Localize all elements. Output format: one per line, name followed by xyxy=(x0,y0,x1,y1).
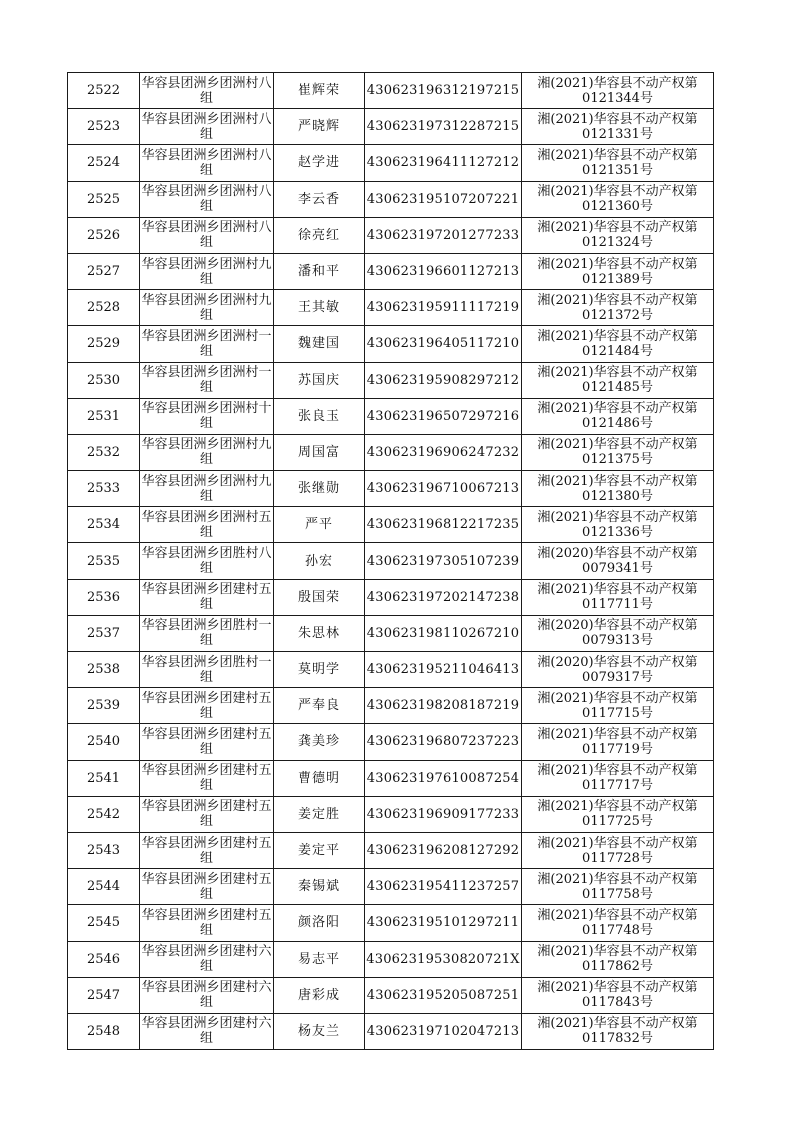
table-row xyxy=(68,73,714,109)
certificate-number xyxy=(522,290,714,326)
certificate-line-1: 湘(2021)华容县不动产权第 xyxy=(537,763,698,779)
certificate-number xyxy=(522,760,714,796)
address-cell: 华容县团洲乡团建村五组 xyxy=(140,832,274,868)
address-cell: 华容县团洲乡团洲村一组 xyxy=(140,326,274,362)
certificate-number xyxy=(522,869,714,905)
owner-name: 颜洛阳 xyxy=(274,905,365,941)
certificate-line-2: 0121380号 xyxy=(582,488,653,504)
certificate-line-1: 湘(2020)华容县不动产权第 xyxy=(537,618,698,634)
address-cell: 华容县团洲乡团胜村八组 xyxy=(140,543,274,579)
address-cell: 华容县团洲乡团建村五组 xyxy=(140,796,274,832)
owner-name: 莫明学 xyxy=(274,652,365,688)
id-number: 430623197201277233 xyxy=(365,217,522,253)
certificate-number xyxy=(522,217,714,253)
owner-name: 李云香 xyxy=(274,181,365,217)
row-number: 2533 xyxy=(68,471,140,507)
owner-name: 秦锡斌 xyxy=(274,869,365,905)
certificate-line-2: 0079341号 xyxy=(582,561,653,577)
row-number: 2548 xyxy=(68,1013,140,1049)
certificate-line-2: 0117711号 xyxy=(582,597,653,613)
table-row xyxy=(68,652,714,688)
address-cell: 华容县团洲乡团洲村八组 xyxy=(140,181,274,217)
certificate-number xyxy=(522,1013,714,1049)
certificate-line-2: 0121485号 xyxy=(582,380,653,396)
certificate-line-1: 湘(2021)华容县不动产权第 xyxy=(537,437,698,453)
address-cell: 华容县团洲乡团建村六组 xyxy=(140,941,274,977)
certificate-line-2: 0121331号 xyxy=(582,126,653,142)
table-row xyxy=(68,977,714,1013)
address-cell: 华容县团洲乡团洲村八组 xyxy=(140,73,274,109)
certificate-line-1: 湘(2021)华容县不动产权第 xyxy=(537,256,698,272)
table-row xyxy=(68,362,714,398)
certificate-number xyxy=(522,471,714,507)
owner-name: 杨友兰 xyxy=(274,1013,365,1049)
id-number: 430623196208127292 xyxy=(365,832,522,868)
owner-name: 龚美珍 xyxy=(274,724,365,760)
address-cell: 华容县团洲乡团洲村八组 xyxy=(140,217,274,253)
owner-name: 苏国庆 xyxy=(274,362,365,398)
table-row xyxy=(68,290,714,326)
table-row xyxy=(68,507,714,543)
table-row xyxy=(68,796,714,832)
owner-name: 周国富 xyxy=(274,434,365,470)
table-row xyxy=(68,941,714,977)
certificate-line-2: 0117728号 xyxy=(582,850,653,866)
row-number: 2538 xyxy=(68,652,140,688)
certificate-line-2: 0117843号 xyxy=(582,995,653,1011)
certificate-line-2: 0117758号 xyxy=(582,886,653,902)
id-number: 430623195211046413 xyxy=(365,652,522,688)
id-number: 430623196807237223 xyxy=(365,724,522,760)
id-number: 430623196312197215 xyxy=(365,73,522,109)
table-row xyxy=(68,253,714,289)
address-cell: 华容县团洲乡团建村六组 xyxy=(140,1013,274,1049)
owner-name: 朱思林 xyxy=(274,615,365,651)
owner-name: 魏建国 xyxy=(274,326,365,362)
owner-name: 严晓辉 xyxy=(274,109,365,145)
table-row xyxy=(68,1013,714,1049)
id-number: 430623197102047213 xyxy=(365,1013,522,1049)
address-cell: 华容县团洲乡团洲村五组 xyxy=(140,507,274,543)
owner-name: 王其敏 xyxy=(274,290,365,326)
table-row xyxy=(68,869,714,905)
id-number: 430623197202147238 xyxy=(365,579,522,615)
certificate-line-1: 湘(2020)华容县不动产权第 xyxy=(537,546,698,562)
table-row xyxy=(68,543,714,579)
address-cell: 华容县团洲乡团洲村八组 xyxy=(140,109,274,145)
certificate-line-1: 湘(2021)华容县不动产权第 xyxy=(537,907,698,923)
certificate-number xyxy=(522,615,714,651)
row-number: 2547 xyxy=(68,977,140,1013)
row-number: 2531 xyxy=(68,398,140,434)
certificate-number xyxy=(522,253,714,289)
id-number: 430623196710067213 xyxy=(365,471,522,507)
owner-name: 易志平 xyxy=(274,941,365,977)
table-row xyxy=(68,760,714,796)
certificate-line-1: 湘(2021)华容县不动产权第 xyxy=(537,835,698,851)
certificate-number xyxy=(522,688,714,724)
table-row xyxy=(68,145,714,181)
id-number: 43062319530820721X xyxy=(365,941,522,977)
certificate-line-2: 0117719号 xyxy=(582,741,653,757)
owner-name: 姜定胜 xyxy=(274,796,365,832)
certificate-number xyxy=(522,362,714,398)
registration-table xyxy=(67,72,714,1050)
certificate-line-2: 0121486号 xyxy=(582,416,653,432)
id-number: 430623196812217235 xyxy=(365,507,522,543)
certificate-line-1: 湘(2021)华容县不动产权第 xyxy=(537,401,698,417)
certificate-number xyxy=(522,941,714,977)
certificate-number xyxy=(522,796,714,832)
certificate-line-1: 湘(2021)华容县不动产权第 xyxy=(537,582,698,598)
table-row xyxy=(68,398,714,434)
table-row xyxy=(68,434,714,470)
certificate-number xyxy=(522,652,714,688)
address-cell: 华容县团洲乡团建村六组 xyxy=(140,977,274,1013)
row-number: 2542 xyxy=(68,796,140,832)
id-number: 430623195411237257 xyxy=(365,869,522,905)
certificate-line-1: 湘(2021)华容县不动产权第 xyxy=(537,75,698,91)
row-number: 2532 xyxy=(68,434,140,470)
row-number: 2544 xyxy=(68,869,140,905)
id-number: 430623195908297212 xyxy=(365,362,522,398)
table-row xyxy=(68,579,714,615)
id-number: 430623197610087254 xyxy=(365,760,522,796)
row-number: 2545 xyxy=(68,905,140,941)
address-cell: 华容县团洲乡团洲村十组 xyxy=(140,398,274,434)
certificate-number xyxy=(522,109,714,145)
table-row xyxy=(68,217,714,253)
certificate-number xyxy=(522,579,714,615)
table-row xyxy=(68,615,714,651)
address-cell: 华容县团洲乡团洲村九组 xyxy=(140,253,274,289)
id-number: 430623198208187219 xyxy=(365,688,522,724)
table-row xyxy=(68,109,714,145)
certificate-number xyxy=(522,434,714,470)
certificate-line-1: 湘(2021)华容县不动产权第 xyxy=(537,365,698,381)
certificate-line-2: 0117862号 xyxy=(582,959,653,975)
address-cell: 华容县团洲乡团洲村九组 xyxy=(140,471,274,507)
table-row xyxy=(68,471,714,507)
table-row xyxy=(68,688,714,724)
owner-name: 潘和平 xyxy=(274,253,365,289)
owner-name: 严奉良 xyxy=(274,688,365,724)
owner-name: 严平 xyxy=(274,507,365,543)
certificate-line-2: 0117715号 xyxy=(582,705,653,721)
certificate-line-2: 0117832号 xyxy=(582,1031,653,1047)
row-number: 2527 xyxy=(68,253,140,289)
address-cell: 华容县团洲乡团建村五组 xyxy=(140,905,274,941)
address-cell: 华容县团洲乡团洲村一组 xyxy=(140,362,274,398)
address-cell: 华容县团洲乡团建村五组 xyxy=(140,688,274,724)
certificate-number xyxy=(522,73,714,109)
certificate-line-2: 0121351号 xyxy=(582,162,653,178)
id-number: 430623197312287215 xyxy=(365,109,522,145)
id-number: 430623196507297216 xyxy=(365,398,522,434)
row-number: 2528 xyxy=(68,290,140,326)
row-number: 2537 xyxy=(68,615,140,651)
row-number: 2535 xyxy=(68,543,140,579)
certificate-line-2: 0121344号 xyxy=(582,90,653,106)
row-number: 2536 xyxy=(68,579,140,615)
table-row xyxy=(68,326,714,362)
certificate-number xyxy=(522,507,714,543)
certificate-line-2: 0079313号 xyxy=(582,633,653,649)
row-number: 2530 xyxy=(68,362,140,398)
row-number: 2526 xyxy=(68,217,140,253)
certificate-line-1: 湘(2021)华容县不动产权第 xyxy=(537,328,698,344)
address-cell: 华容县团洲乡团建村五组 xyxy=(140,760,274,796)
id-number: 430623195205087251 xyxy=(365,977,522,1013)
certificate-line-1: 湘(2021)华容县不动产权第 xyxy=(537,184,698,200)
id-number: 430623198110267210 xyxy=(365,615,522,651)
id-number: 430623196411127212 xyxy=(365,145,522,181)
row-number: 2540 xyxy=(68,724,140,760)
owner-name: 曹德明 xyxy=(274,760,365,796)
certificate-number xyxy=(522,398,714,434)
owner-name: 张良玉 xyxy=(274,398,365,434)
row-number: 2523 xyxy=(68,109,140,145)
certificate-number xyxy=(522,832,714,868)
row-number: 2524 xyxy=(68,145,140,181)
owner-name: 孙宏 xyxy=(274,543,365,579)
certificate-line-1: 湘(2021)华容县不动产权第 xyxy=(537,473,698,489)
address-cell: 华容县团洲乡团洲村八组 xyxy=(140,145,274,181)
certificate-line-1: 湘(2021)华容县不动产权第 xyxy=(537,1016,698,1032)
certificate-number xyxy=(522,724,714,760)
certificate-line-1: 湘(2021)华容县不动产权第 xyxy=(537,726,698,742)
certificate-line-1: 湘(2021)华容县不动产权第 xyxy=(537,509,698,525)
address-cell: 华容县团洲乡团建村五组 xyxy=(140,869,274,905)
certificate-line-2: 0121336号 xyxy=(582,524,653,540)
table-row xyxy=(68,181,714,217)
certificate-line-1: 湘(2021)华容县不动产权第 xyxy=(537,147,698,163)
certificate-line-2: 0121360号 xyxy=(582,199,653,215)
certificate-line-1: 湘(2021)华容县不动产权第 xyxy=(537,690,698,706)
certificate-line-2: 0117725号 xyxy=(582,814,653,830)
row-number: 2534 xyxy=(68,507,140,543)
table-row xyxy=(68,832,714,868)
certificate-line-2: 0121324号 xyxy=(582,235,653,251)
address-cell: 华容县团洲乡团建村五组 xyxy=(140,579,274,615)
owner-name: 姜定平 xyxy=(274,832,365,868)
owner-name: 唐彩成 xyxy=(274,977,365,1013)
certificate-number xyxy=(522,181,714,217)
registration-table-body xyxy=(68,73,714,1050)
id-number: 430623196909177233 xyxy=(365,796,522,832)
certificate-number xyxy=(522,977,714,1013)
certificate-number xyxy=(522,905,714,941)
row-number: 2529 xyxy=(68,326,140,362)
certificate-line-2: 0121484号 xyxy=(582,343,653,359)
certificate-number xyxy=(522,543,714,579)
row-number: 2522 xyxy=(68,73,140,109)
address-cell: 华容县团洲乡团胜村一组 xyxy=(140,652,274,688)
table-row xyxy=(68,724,714,760)
certificate-line-1: 湘(2021)华容县不动产权第 xyxy=(537,292,698,308)
certificate-number xyxy=(522,145,714,181)
address-cell: 华容县团洲乡团建村五组 xyxy=(140,724,274,760)
certificate-line-2: 0079317号 xyxy=(582,669,653,685)
row-number: 2541 xyxy=(68,760,140,796)
certificate-line-1: 湘(2021)华容县不动产权第 xyxy=(537,980,698,996)
certificate-line-1: 湘(2021)华容县不动产权第 xyxy=(537,220,698,236)
id-number: 430623195101297211 xyxy=(365,905,522,941)
id-number: 430623196601127213 xyxy=(365,253,522,289)
certificate-line-2: 0121372号 xyxy=(582,307,653,323)
certificate-line-1: 湘(2021)华容县不动产权第 xyxy=(537,799,698,815)
owner-name: 殷国荣 xyxy=(274,579,365,615)
address-cell: 华容县团洲乡团洲村九组 xyxy=(140,434,274,470)
certificate-line-2: 0121375号 xyxy=(582,452,653,468)
owner-name: 崔辉荣 xyxy=(274,73,365,109)
certificate-number xyxy=(522,326,714,362)
row-number: 2543 xyxy=(68,832,140,868)
id-number: 430623195107207221 xyxy=(365,181,522,217)
table-row xyxy=(68,905,714,941)
certificate-line-2: 0117717号 xyxy=(582,778,653,794)
certificate-line-1: 湘(2021)华容县不动产权第 xyxy=(537,871,698,887)
row-number: 2539 xyxy=(68,688,140,724)
certificate-line-1: 湘(2021)华容县不动产权第 xyxy=(537,944,698,960)
certificate-line-2: 0117748号 xyxy=(582,922,653,938)
owner-name: 张继勋 xyxy=(274,471,365,507)
owner-name: 徐亮红 xyxy=(274,217,365,253)
owner-name: 赵学进 xyxy=(274,145,365,181)
certificate-line-2: 0121389号 xyxy=(582,271,653,287)
certificate-line-1: 湘(2020)华容县不动产权第 xyxy=(537,654,698,670)
row-number: 2525 xyxy=(68,181,140,217)
id-number: 430623195911117219 xyxy=(365,290,522,326)
certificate-line-1: 湘(2021)华容县不动产权第 xyxy=(537,111,698,127)
id-number: 430623196405117210 xyxy=(365,326,522,362)
row-number: 2546 xyxy=(68,941,140,977)
address-cell: 华容县团洲乡团胜村一组 xyxy=(140,615,274,651)
id-number: 430623196906247232 xyxy=(365,434,522,470)
address-cell: 华容县团洲乡团洲村九组 xyxy=(140,290,274,326)
id-number: 430623197305107239 xyxy=(365,543,522,579)
